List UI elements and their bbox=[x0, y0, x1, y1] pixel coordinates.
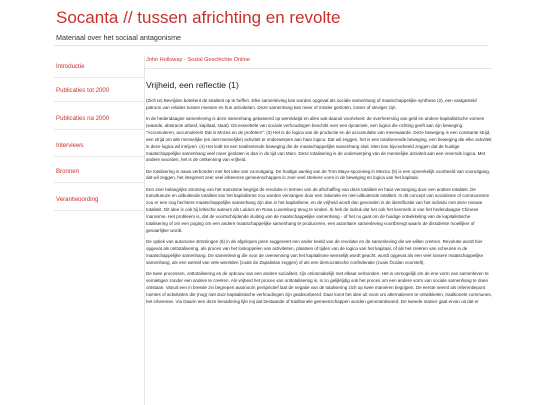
article-body bbox=[146, 98, 493, 310]
sidebar-nav bbox=[54, 56, 145, 405]
sidebar-item-introductie[interactable]: Introductie bbox=[56, 63, 85, 70]
sidebar-item-publicaties-na-2000[interactable]: Publicaties na 2000 bbox=[56, 115, 110, 122]
sidebar-divider bbox=[54, 101, 144, 102]
sidebar-divider bbox=[54, 182, 144, 183]
sidebar-item-publicaties-tot-2000[interactable]: Publicaties tot 2000 bbox=[56, 87, 110, 94]
sidebar-divider bbox=[54, 210, 144, 211]
author-source-link[interactable]: John Holloway - Sozial Geschichte Online bbox=[146, 57, 250, 63]
article-paragraph: De twee processen, onttotalisering en de opbouw van een andere socialiteit, zijn onlosmakelijk met elkaar verbonden. Het is onmogelijk om de ene vorm van samenleven te vernietigen zonder een andere te creëren. Als vrijheid het proces van onttotalisering is, is zo gelijktijdig ook het proces om een andere vorm van sociale samenhang te doen ontstaan. Vanuit een in breede zin begrepen autonoom perspectief laat de negatie van de totalisering zich op twee manieren begrijpen. De eerste neemt als referentiepunt ruimtes of activiteiten die (nog) niet door kapitalistische verhoudingen zijn geabsorbeerd. Daar komt het idee uit voort om alternatieven te ontwikkelen, traditionele communes, het inheemse. Via Daarin een deze benadering lijkt mij dat bestaande of traditionele gemeenschappen worden geromantiseerd. De tweede manier gaat ervan uit dat er bbox=[146, 270, 492, 304]
site-title[interactable]: Socanta // tussen africhting en revolte bbox=[56, 8, 341, 27]
article-paragraph: In de hedendaagse samenleving is deze samenhang gebaseerd op wereldwijd en alles wat daaruit voortvloeit: de overheersing van geld en andere kapitalistische vormen (waarde, abstracte arbeid, kapitaal, staat). Dit essentiële van sociale verhoudingen beschikt over een dynamiek, een logica die richting geeft aan zijn beweging: "Accumuleren, accumuleren! Dat is Mozes en de profeten!". (3) Het is de logica van de productie en de accumulatie van meerwaarde. Deze beweging is een constante strijd, een strijd om alle menselijke (en niet-menselijke) activiteit te onderwerpen aan haar logica. Dat wil zeggen, het is een totaliserende beweging, een beweging die elke activiteit in deze logica wil intrijven. (4) Het leidt tot een totaliserende beweging die de maatschappelijke samenhang sluit. Men kan bijvoorbeeld zeggen dat de huidige maatschappelijke samenhang veel meer gesloten is dan in de tijd van Marx. Deze totalisering is de onderwerping van de menselijke activiteit aan een vreemde logica. Met andere woorden, het is de ontkenning van vrijheid. bbox=[146, 116, 492, 163]
article-paragraph: De totalisering is nauw verbonden met het idee van vooruitgang. De huidige aanleg van de Tron Mayo-spoorweg in Mexico (5) is een opmerkelijk voorbeeld van vooruitgang, dat wil zeggen, het integreert zeer veel inheemse gemeenschappen in zeer veel sterkere vorm in de beweging en logica van het kapitaal. bbox=[146, 168, 490, 181]
article-title: Vrijheid, een reflectie (1) bbox=[146, 80, 239, 90]
sidebar-item-interviews[interactable]: Interviews bbox=[56, 142, 84, 149]
site-subtitle: Materiaal over het sociaal antagonisme bbox=[56, 33, 182, 42]
sidebar-divider bbox=[54, 129, 144, 130]
article-paragraph: Een zeer belangrijke stroming van het marxisme begrijpt de revolutie in termen van de afschaffing van deze totaliteit en haar vervanging door een andere totaliteit. De tumultueuze en uitbuitende totaliteit van het kapitalisme zou worden vervangen door een rationele en niet-uitbuitende totaliteit. In dit concept van socialisme of communisme zou er een nog hechtere maatschappelijke samenhang zijn dan in het kapitalisme, en de vrijheid wordt dan gevonden in de identificatie van het individu met deze nieuwe totaliteit. Dit idee is ook bij kritische auteurs als Lukács en Rosa Luxemburg terug te vinden. Ik heb de indruk dat het ook het kenmerk is van het hedendaagse Chinese marxisme. Het probleem is, dat de voortschrijdende sluiting van de maatschappelijke samenhang - of het nu gaat om de huidige ontwikkeling van de kapitalistische totalisering of om een poging om een andere maatschappelijke samenhang te produceren, een autoritaire samenleving voortbrengt waarin de dissidente moeilijker of gevaarlijker wordt. bbox=[146, 186, 489, 233]
sidebar-item-bronnen[interactable]: Bronnen bbox=[56, 168, 80, 175]
header-divider bbox=[54, 45, 488, 46]
main-content bbox=[144, 56, 499, 405]
author-divider bbox=[144, 68, 492, 69]
article-paragraph: De optiek van autonome strömingen (6) in de afgelopen jaren suggereert een ander beeld van de revolutie en de samenleving die we willen creëren. Revolutie wordt hier opgevat als onttotalisering, als proces van het loskoppelen van activiteiten, plaatsen of tijden van de logica van het kapitaal, of als het creëren van scheuren in de maatschappelijke samenhang. De samenleving die voor de overwinning van het kapitalisme wenselijk wordt geacht, wordt opgevat als een veel lossere maatschappelijke samenhang, als een wereld van vele werelden (zoals de Zapatistas zeggen) of als een democratische confederatie (zoals Öcalan voorstelt). bbox=[146, 239, 484, 265]
sidebar-item-verantwoording[interactable]: Verantwoording bbox=[56, 196, 99, 203]
article-paragraph: (Zich te) Bevrijden betekent de totaliteit op te heffen. Elke samenleving kan worden opgevat als sociale samenhang of maatschappelijke synthese (2), een vastgesteld patroon van relaties tussen mensen en hun activiteiten. Deze samenhang kan meer of minder gesloten, losser of steviger zijn. bbox=[146, 98, 477, 110]
sidebar-divider bbox=[54, 77, 144, 78]
sidebar-divider bbox=[54, 156, 144, 157]
